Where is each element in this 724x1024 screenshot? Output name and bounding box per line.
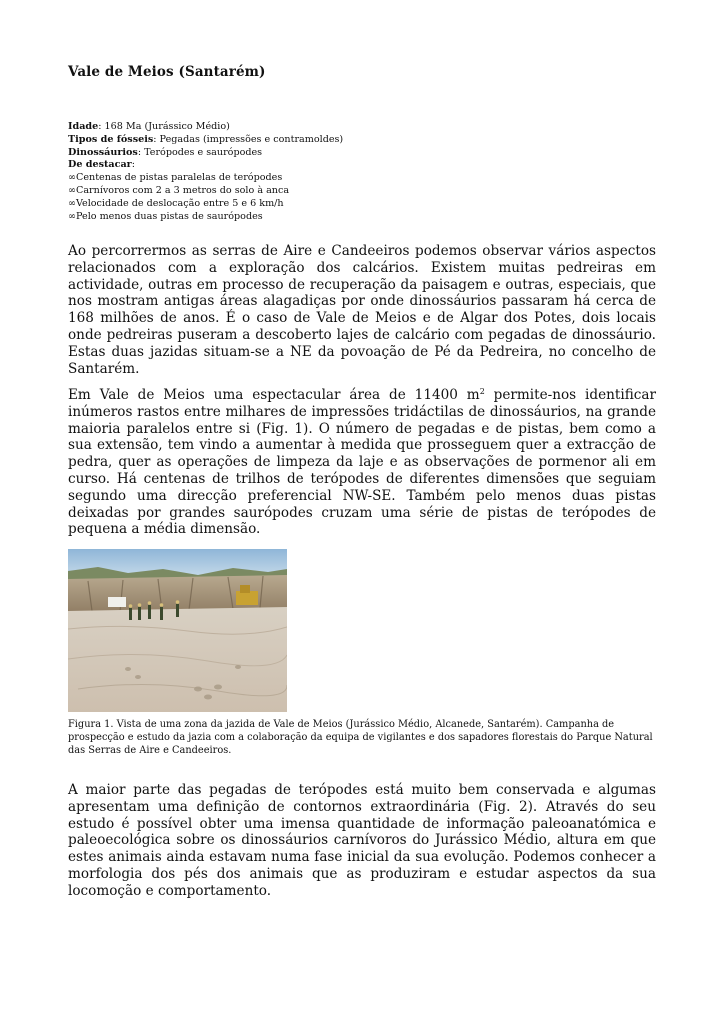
site-summary [68,121,343,223]
age-value: : 168 Ma (Jurássico Médio) [98,121,230,132]
figure-caption: Figura 1. Vista de uma zona da jazida de Vale de Meios (Jurássico Médio, Alcanede, Santarém). Campanha de prospecção e estudo da jazia com a colaboração da equipa de vigilantes e dos sapadores florestais do Parque Natural das Serras de Aire e Candeeiros. [68,719,653,756]
intro-paragraph: Ao percorrermos as serras de Aire e Candeeiros podemos observar vários aspectos relacionados com a exploração dos calcários. Existem muitas pedreiras em actividade, outras em processo de recuperação da paisagem e outras, especiais, que nos mostram antigas áreas alagadiças por onde dinossáurios passaram há cerca de 168 milhões de anos. É o caso de Vale de Meios e de Algar dos Potes, dois locais onde pedreiras puseram a descoberto lajes de calcário com pegadas de dinossáurio. Estas duas jazidas situam-se a NE da povoação de Pé da Pedreira, no concelho de Santarém. [68,243,656,377]
site-paragraph [68,387,656,538]
highlight-item: ∞Centenas de pistas paralelas de terópodes [68,172,283,184]
highlights-colon: : [131,159,135,171]
site-paragraph-rest: permite-nos identificar inúmeros rastos entre milhares de impressões tridáctilas de dinossáurios, na grande maioria paralelos entre si (Fig. 1). O número de pegadas e de pistas, bem como a sua extensão, tem vindo a aumentar à medida que prosseguem quer a extracção de pedra, quer as operações de limpeza da laje e as observações de pormenor ali em curso. Há centenas de trilhos de terópodes de diferentes dimensões que seguiam segundo uma direcção preferencial NW-SE. Também pelo menos duas pistas deixadas por grandes saurópodes cruzam uma série de pistas de terópodes de pequena a média dimensão. [68,387,656,538]
fossil-types-value: : Pegadas (impressões e contramoldes) [153,133,344,145]
conclusion-paragraph: A maior parte das pegadas de terópodes está muito bem conservada e algumas apresentam uma definição de contornos extraordinária (Fig. 2). Através do seu estudo é possível obter uma imensa quantidade de informação paleoanatómica e paleoecológica sobre os dinossáurios carnívoros do Jurássico Médio, altura em que estes animais ainda estavam numa fase inicial da sua evolução. Podemos conhecer a morfologia dos pés dos animais que as produziram e estudar aspectos da sua locomoção e comportamento. [68,782,656,899]
dinosaurs-label: Dinossáurios [68,146,138,158]
fossil-types-label: Tipos de fósseis [68,133,154,145]
dinosaurs-value: : Terópodes e saurópodes [137,146,263,158]
page-title: Vale de Meios (Santarém) [68,64,266,80]
highlight-item: ∞Pelo menos duas pistas de saurópodes [68,210,263,222]
age-label: Idade [68,121,99,132]
highlights-label: De destacar [68,159,132,171]
site-paragraph-start: Em Vale de Meios uma espectacular área de 11400 m [68,387,480,403]
fossil-types-row [68,134,343,147]
highlights-row [68,159,343,172]
age-row [68,121,343,134]
dinosaurs-row [68,147,343,160]
highlight-item: ∞Carnívoros com 2 a 3 metros do solo à anca [68,184,290,196]
site-photo [68,549,287,712]
area-unit-superscript: 2 [479,387,485,396]
highlight-item: ∞Velocidade de deslocação entre 5 e 6 km/h [68,197,284,209]
